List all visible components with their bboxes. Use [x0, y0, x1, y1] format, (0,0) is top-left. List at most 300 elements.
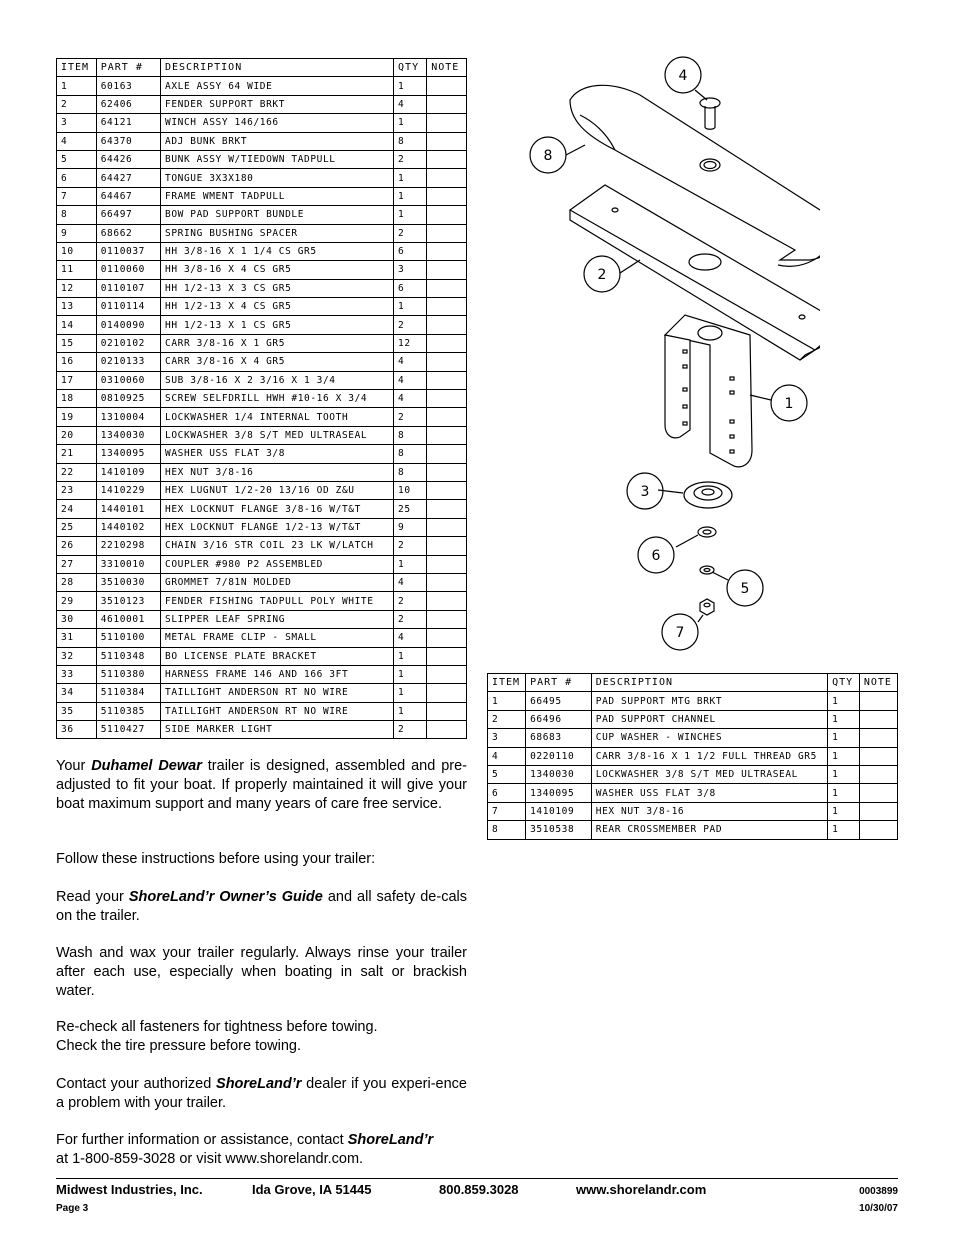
- cell-part: 64121: [96, 114, 160, 132]
- cell-description: HH 1/2-13 X 1 CS GR5: [161, 316, 394, 334]
- table-row: [57, 702, 467, 720]
- owners-guide-paragraph: Read your ShoreLand’r Owner’s Guide and all safety de-cals on the trailer.: [56, 889, 467, 924]
- cell-part: 4610001: [96, 610, 160, 628]
- brand-name: ShoreLand’r: [347, 1132, 434, 1148]
- parts-table-pad-assembly: [487, 673, 898, 840]
- cell-note: [427, 629, 467, 647]
- cell-note: [427, 518, 467, 536]
- cell-qty: 1: [394, 114, 427, 132]
- cell-description: WASHER USS FLAT 3/8: [591, 784, 827, 802]
- callout-8: 8: [543, 148, 553, 164]
- cell-item: 23: [57, 481, 97, 499]
- table-row: [57, 353, 467, 371]
- cell-part: 66496: [526, 710, 592, 728]
- table-row: [57, 132, 467, 150]
- cell-note: [427, 95, 467, 113]
- header-qty: QTY: [828, 674, 860, 692]
- table-row: [57, 242, 467, 260]
- cell-note: [427, 150, 467, 168]
- pad-support-bracket-drawing: [665, 315, 752, 467]
- cell-note: [427, 445, 467, 463]
- cell-description: FENDER SUPPORT BRKT: [161, 95, 394, 113]
- cell-part: 0110107: [96, 279, 160, 297]
- cell-item: 25: [57, 518, 97, 536]
- cell-part: 5110427: [96, 721, 160, 739]
- cell-item: 30: [57, 610, 97, 628]
- cell-part: 5110100: [96, 629, 160, 647]
- cell-note: [427, 500, 467, 518]
- cell-part: 3510030: [96, 573, 160, 591]
- cell-item: 21: [57, 445, 97, 463]
- table-row: [57, 610, 467, 628]
- cell-note: [859, 765, 897, 783]
- cell-item: 1: [488, 692, 526, 710]
- cell-description: CARR 3/8-16 X 1 1/2 FULL THREAD GR5: [591, 747, 827, 765]
- cell-qty: 1: [394, 647, 427, 665]
- table-row: [57, 665, 467, 683]
- table-row: [57, 150, 467, 168]
- cell-part: 64467: [96, 187, 160, 205]
- cell-qty: 1: [394, 169, 427, 187]
- cell-part: 1440102: [96, 518, 160, 536]
- cell-part: 68683: [526, 729, 592, 747]
- cell-description: SLIPPER LEAF SPRING: [161, 610, 394, 628]
- cell-qty: 1: [828, 784, 860, 802]
- table-row: [57, 77, 467, 95]
- table-row: [57, 261, 467, 279]
- cell-note: [427, 573, 467, 591]
- cell-description: HEX LOCKNUT FLANGE 1/2-13 W/T&T: [161, 518, 394, 536]
- cell-description: LOCKWASHER 1/4 INTERNAL TOOTH: [161, 408, 394, 426]
- cell-part: 66497: [96, 206, 160, 224]
- cell-qty: 2: [394, 408, 427, 426]
- header-note: NOTE: [427, 59, 467, 77]
- cell-item: 3: [488, 729, 526, 747]
- cell-item: 22: [57, 463, 97, 481]
- cell-qty: 4: [394, 371, 427, 389]
- cell-description: PAD SUPPORT MTG BRKT: [591, 692, 827, 710]
- cell-part: 68662: [96, 224, 160, 242]
- cell-qty: 1: [394, 77, 427, 95]
- cell-description: SCREW SELFDRILL HWH #10-16 X 3/4: [161, 390, 394, 408]
- header-item: ITEM: [57, 59, 97, 77]
- cell-note: [427, 537, 467, 555]
- cell-qty: 1: [828, 747, 860, 765]
- cell-description: ADJ BUNK BRKT: [161, 132, 394, 150]
- cell-note: [427, 132, 467, 150]
- table-row: [57, 408, 467, 426]
- cell-note: [427, 334, 467, 352]
- table-row: [57, 463, 467, 481]
- header-part: PART #: [526, 674, 592, 692]
- cell-note: [427, 481, 467, 499]
- table-row: [57, 390, 467, 408]
- cell-note: [427, 684, 467, 702]
- cell-description: HEX NUT 3/8-16: [161, 463, 394, 481]
- cell-description: GROMMET 7/81N MOLDED: [161, 573, 394, 591]
- table-row: [57, 169, 467, 187]
- cell-item: 5: [57, 150, 97, 168]
- table-row: [57, 426, 467, 444]
- table-row: [57, 500, 467, 518]
- cell-item: 17: [57, 371, 97, 389]
- cell-part: 1340095: [96, 445, 160, 463]
- cell-description: FENDER FISHING TADPULL POLY WHITE: [161, 592, 394, 610]
- cell-item: 31: [57, 629, 97, 647]
- cell-qty: 10: [394, 481, 427, 499]
- cell-item: 4: [488, 747, 526, 765]
- cell-item: 26: [57, 537, 97, 555]
- footer-website: www.shorelandr.com: [576, 1182, 707, 1197]
- cell-qty: 3: [394, 261, 427, 279]
- cell-note: [427, 463, 467, 481]
- wash-paragraph: Wash and wax your trailer regularly. Always rinse your trailer after each use, especially when boating in salt or brackish water.: [56, 945, 467, 999]
- cell-qty: 4: [394, 390, 427, 408]
- cell-part: 0210102: [96, 334, 160, 352]
- cell-description: PAD SUPPORT CHANNEL: [591, 710, 827, 728]
- cell-item: 4: [57, 132, 97, 150]
- cell-description: METAL FRAME CLIP - SMALL: [161, 629, 394, 647]
- cell-item: 19: [57, 408, 97, 426]
- cell-item: 24: [57, 500, 97, 518]
- cell-item: 15: [57, 334, 97, 352]
- callout-7: 7: [675, 625, 685, 641]
- cell-description: FRAME WMENT TADPULL: [161, 187, 394, 205]
- cell-part: 0310060: [96, 371, 160, 389]
- cell-description: WINCH ASSY 146/166: [161, 114, 394, 132]
- cell-item: 28: [57, 573, 97, 591]
- cell-item: 2: [57, 95, 97, 113]
- cell-description: HEX LOCKNUT FLANGE 3/8-16 W/T&T: [161, 500, 394, 518]
- table-row: [488, 765, 898, 783]
- contact-paragraph: For further information or assistance, contact ShoreLand’r at 1-800-859-3028 or visit www.shorelandr.com.: [56, 1132, 434, 1167]
- cell-qty: 12: [394, 334, 427, 352]
- table-row: [57, 334, 467, 352]
- cell-item: 29: [57, 592, 97, 610]
- cell-note: [427, 187, 467, 205]
- cell-item: 6: [488, 784, 526, 802]
- cell-note: [427, 77, 467, 95]
- header-part: PART #: [96, 59, 160, 77]
- cell-part: 1310004: [96, 408, 160, 426]
- table-row: [57, 647, 467, 665]
- cell-description: LOCKWASHER 3/8 S/T MED ULTRASEAL: [591, 765, 827, 783]
- carriage-bolt-drawing: [700, 98, 720, 129]
- cell-qty: 1: [394, 665, 427, 683]
- cell-note: [427, 114, 467, 132]
- cell-description: SUB 3/8-16 X 2 3/16 X 1 3/4: [161, 371, 394, 389]
- cell-item: 8: [488, 821, 526, 839]
- cell-description: REAR CROSSMEMBER PAD: [591, 821, 827, 839]
- callout-4: 4: [678, 68, 688, 84]
- cell-item: 12: [57, 279, 97, 297]
- cup-washer-drawing: [684, 482, 732, 508]
- cell-note: [427, 206, 467, 224]
- cell-note: [859, 692, 897, 710]
- cell-description: TONGUE 3X3X180: [161, 169, 394, 187]
- owners-guide-title: ShoreLand’r Owner’s Guide: [128, 889, 323, 905]
- cell-qty: 6: [394, 242, 427, 260]
- table-row: [57, 573, 467, 591]
- cell-qty: 2: [394, 224, 427, 242]
- cell-description: SPRING BUSHING SPACER: [161, 224, 394, 242]
- cell-part: 64427: [96, 169, 160, 187]
- cell-item: 27: [57, 555, 97, 573]
- cell-item: 8: [57, 206, 97, 224]
- cell-note: [427, 408, 467, 426]
- cell-description: BOW PAD SUPPORT BUNDLE: [161, 206, 394, 224]
- table-row: [488, 784, 898, 802]
- cell-part: 0110114: [96, 298, 160, 316]
- cell-qty: 8: [394, 463, 427, 481]
- table-row: [57, 206, 467, 224]
- cell-part: 2210298: [96, 537, 160, 555]
- cell-part: 0220110: [526, 747, 592, 765]
- cell-item: 16: [57, 353, 97, 371]
- cell-note: [427, 224, 467, 242]
- table-row: [57, 684, 467, 702]
- table-row: [488, 802, 898, 820]
- table-row: [488, 692, 898, 710]
- cell-description: HH 3/8-16 X 1 1/4 CS GR5: [161, 242, 394, 260]
- cell-description: TAILLIGHT ANDERSON RT NO WIRE: [161, 702, 394, 720]
- table-header-row: [488, 674, 898, 692]
- cell-item: 7: [488, 802, 526, 820]
- cell-description: AXLE ASSY 64 WIDE: [161, 77, 394, 95]
- cell-description: WASHER USS FLAT 3/8: [161, 445, 394, 463]
- parts-table-main: [56, 58, 467, 739]
- cell-part: 5110385: [96, 702, 160, 720]
- table-row: [57, 279, 467, 297]
- cell-description: HH 3/8-16 X 4 CS GR5: [161, 261, 394, 279]
- table-row: [57, 481, 467, 499]
- cell-qty: 1: [394, 298, 427, 316]
- cell-item: 10: [57, 242, 97, 260]
- cell-item: 18: [57, 390, 97, 408]
- cell-item: 3: [57, 114, 97, 132]
- cell-note: [427, 279, 467, 297]
- cell-qty: 2: [394, 592, 427, 610]
- cell-qty: 6: [394, 279, 427, 297]
- cell-note: [427, 242, 467, 260]
- callout-6: 6: [651, 548, 661, 564]
- cell-part: 3510123: [96, 592, 160, 610]
- table-row: [57, 298, 467, 316]
- cell-qty: 2: [394, 316, 427, 334]
- cell-qty: 1: [828, 821, 860, 839]
- cell-qty: 8: [394, 445, 427, 463]
- cell-part: 5110348: [96, 647, 160, 665]
- table-row: [57, 371, 467, 389]
- callout-1: 1: [784, 396, 794, 412]
- cell-qty: 4: [394, 353, 427, 371]
- cell-note: [427, 316, 467, 334]
- cell-part: 0210133: [96, 353, 160, 371]
- footer-company: Midwest Industries, Inc.: [56, 1182, 203, 1197]
- cell-description: BO LICENSE PLATE BRACKET: [161, 647, 394, 665]
- cell-qty: 2: [394, 610, 427, 628]
- table-row: [57, 316, 467, 334]
- brand-name: ShoreLand’r: [216, 1076, 302, 1092]
- exploded-parts-diagram: [520, 55, 820, 655]
- cell-description: HEX LUGNUT 1/2-20 13/16 OD Z&U: [161, 481, 394, 499]
- header-description: DESCRIPTION: [161, 59, 394, 77]
- header-description: DESCRIPTION: [591, 674, 827, 692]
- cell-note: [427, 721, 467, 739]
- callout-5: 5: [740, 581, 750, 597]
- cell-part: 1340095: [526, 784, 592, 802]
- cell-qty: 1: [828, 765, 860, 783]
- cell-item: 32: [57, 647, 97, 665]
- cell-item: 2: [488, 710, 526, 728]
- cell-qty: 8: [394, 132, 427, 150]
- cell-item: 36: [57, 721, 97, 739]
- cell-description: CARR 3/8-16 X 4 GR5: [161, 353, 394, 371]
- cell-part: 5110384: [96, 684, 160, 702]
- cell-note: [427, 610, 467, 628]
- intro-paragraph: Your Duhamel Dewar trailer is designed, assembled and pre-adjusted to fit your boat. If properly maintained it will give your boat maximum support and many years of care free service.: [56, 758, 467, 812]
- table-row: [57, 95, 467, 113]
- table-row: [57, 187, 467, 205]
- callout-3: 3: [640, 484, 650, 500]
- cell-part: 5110380: [96, 665, 160, 683]
- doc-number: 0003899: [859, 1186, 898, 1197]
- cell-note: [859, 747, 897, 765]
- cell-qty: 2: [394, 537, 427, 555]
- cell-qty: 1: [394, 684, 427, 702]
- cell-note: [427, 426, 467, 444]
- cell-note: [427, 665, 467, 683]
- table-row: [57, 592, 467, 610]
- cell-part: 3310010: [96, 555, 160, 573]
- cell-description: HEX NUT 3/8-16: [591, 802, 827, 820]
- cell-part: 1340030: [96, 426, 160, 444]
- cell-note: [427, 647, 467, 665]
- cell-item: 35: [57, 702, 97, 720]
- dealer-paragraph: Contact your authorized ShoreLand’r dealer if you experi-ence a problem with your trailer.: [56, 1076, 467, 1111]
- cell-part: 64426: [96, 150, 160, 168]
- cell-description: HH 1/2-13 X 3 CS GR5: [161, 279, 394, 297]
- table-row: [488, 747, 898, 765]
- footer-phone: 800.859.3028: [439, 1182, 519, 1197]
- cell-part: 1340030: [526, 765, 592, 783]
- cell-qty: 4: [394, 95, 427, 113]
- cell-part: 0110037: [96, 242, 160, 260]
- cell-item: 33: [57, 665, 97, 683]
- cell-part: 3510538: [526, 821, 592, 839]
- table-header-row: [57, 59, 467, 77]
- cell-qty: 25: [394, 500, 427, 518]
- header-item: ITEM: [488, 674, 526, 692]
- cell-qty: 8: [394, 426, 427, 444]
- cell-part: 1410109: [96, 463, 160, 481]
- cell-qty: 1: [828, 729, 860, 747]
- cell-description: CARR 3/8-16 X 1 GR5: [161, 334, 394, 352]
- cell-qty: 1: [394, 702, 427, 720]
- cell-part: 66495: [526, 692, 592, 710]
- cell-part: 1410229: [96, 481, 160, 499]
- cell-part: 1440101: [96, 500, 160, 518]
- cell-note: [427, 702, 467, 720]
- cell-note: [859, 729, 897, 747]
- footer-city: Ida Grove, IA 51445: [252, 1182, 372, 1197]
- cell-part: 60163: [96, 77, 160, 95]
- table-row: [488, 729, 898, 747]
- cell-qty: 9: [394, 518, 427, 536]
- cell-note: [427, 390, 467, 408]
- table-row: [57, 445, 467, 463]
- cell-item: 5: [488, 765, 526, 783]
- cell-note: [427, 261, 467, 279]
- cell-qty: 1: [394, 206, 427, 224]
- recheck-paragraph: Re-check all fasteners for tightness before towing. Check the tire pressure before towing.: [56, 1019, 378, 1054]
- cell-note: [427, 371, 467, 389]
- cell-description: HH 1/2-13 X 4 CS GR5: [161, 298, 394, 316]
- cell-description: HARNESS FRAME 146 AND 166 3FT: [161, 665, 394, 683]
- doc-date: 10/30/07: [859, 1203, 898, 1214]
- cell-qty: 2: [394, 150, 427, 168]
- cell-qty: 1: [828, 692, 860, 710]
- cell-note: [859, 710, 897, 728]
- table-row: [57, 537, 467, 555]
- cell-description: TAILLIGHT ANDERSON RT NO WIRE: [161, 684, 394, 702]
- flat-washer-drawing: [698, 527, 716, 537]
- cell-part: 1410109: [526, 802, 592, 820]
- cell-part: 64370: [96, 132, 160, 150]
- table-row: [488, 821, 898, 839]
- cell-description: CUP WASHER - WINCHES: [591, 729, 827, 747]
- cell-qty: 4: [394, 629, 427, 647]
- cell-description: COUPLER #980 P2 ASSEMBLED: [161, 555, 394, 573]
- header-qty: QTY: [394, 59, 427, 77]
- cell-qty: 1: [828, 710, 860, 728]
- cell-item: 6: [57, 169, 97, 187]
- callout-2: 2: [597, 267, 607, 283]
- instructions-lead: Follow these instructions before using your trailer:: [56, 851, 376, 867]
- cell-note: [427, 555, 467, 573]
- cell-note: [859, 821, 897, 839]
- cell-note: [427, 353, 467, 371]
- lockwasher-drawing: [700, 566, 714, 574]
- cell-qty: 2: [394, 721, 427, 739]
- table-row: [57, 555, 467, 573]
- cell-description: CHAIN 3/16 STR COIL 23 LK W/LATCH: [161, 537, 394, 555]
- cell-item: 7: [57, 187, 97, 205]
- table-row: [57, 518, 467, 536]
- cell-item: 20: [57, 426, 97, 444]
- table-row: [57, 224, 467, 242]
- footer-divider: [56, 1178, 898, 1179]
- table-row: [57, 114, 467, 132]
- cell-qty: 1: [394, 187, 427, 205]
- table-row: [57, 629, 467, 647]
- cell-description: BUNK ASSY W/TIEDOWN TADPULL: [161, 150, 394, 168]
- cell-item: 1: [57, 77, 97, 95]
- model-name: Duhamel Dewar: [91, 758, 202, 774]
- cell-qty: 1: [394, 555, 427, 573]
- cell-note: [427, 298, 467, 316]
- cell-item: 11: [57, 261, 97, 279]
- cell-qty: 4: [394, 573, 427, 591]
- cell-note: [859, 784, 897, 802]
- cell-part: 0110060: [96, 261, 160, 279]
- cell-item: 13: [57, 298, 97, 316]
- cell-note: [859, 802, 897, 820]
- header-note: NOTE: [859, 674, 897, 692]
- cell-item: 34: [57, 684, 97, 702]
- cell-part: 0810925: [96, 390, 160, 408]
- cell-item: 9: [57, 224, 97, 242]
